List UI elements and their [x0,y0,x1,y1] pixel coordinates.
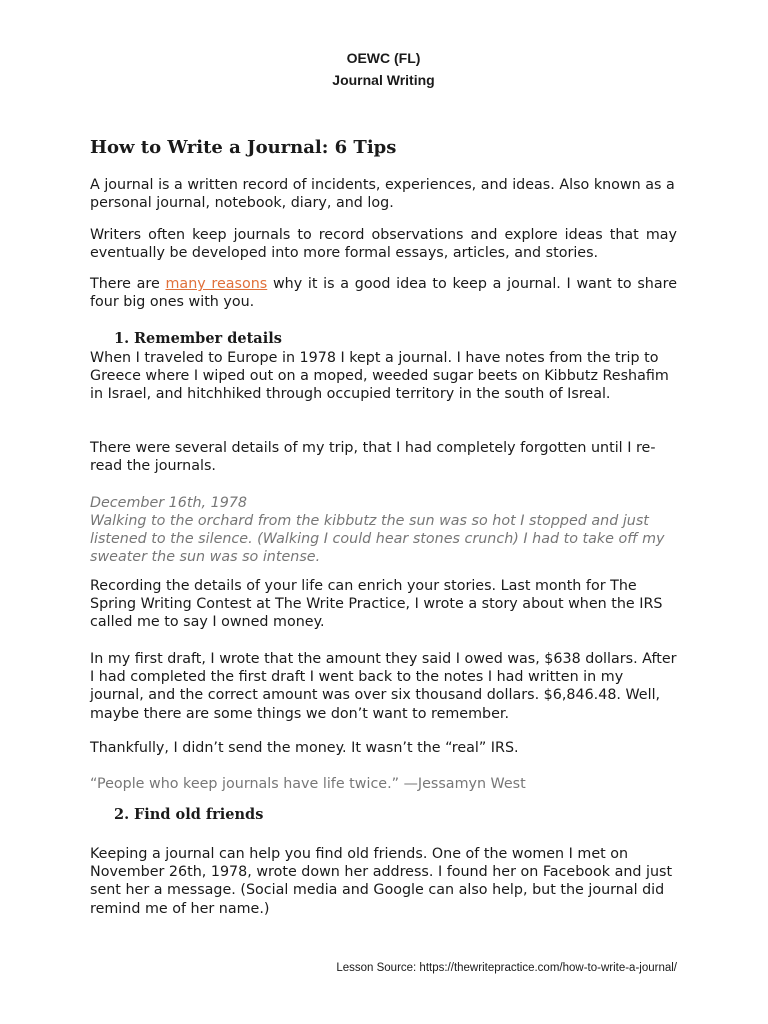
section-2-number: 2. [114,806,130,823]
section-1-paragraph-4: In my first draft, I wrote that the amount they said I owed was, $638 dollars. After I had completed the first draft I went back to the notes I had written in my journal, and the correct amount was over six thousand dollars. $6,846.48. Well, maybe there are some things we don’t want to remember. [90,651,677,722]
section-1-paragraph-3: Recording the details of your life can enrich your stories. Last month for The Spring Writing Contest at The Write Practice, I wrote a story about when the IRS called me to say I owned money. [90,578,663,631]
header-course: OEWC (FL) [346,50,421,66]
header-topic: Journal Writing [332,72,435,88]
journal-entry-date: December 16th, 1978 [90,495,248,511]
section-2-heading [114,806,263,824]
section-1-number: 1. [114,330,130,347]
journal-entry-text: Walking to the orchard from the kibbutz the sun was so hot I stopped and just listened to the silence. (Walking I could hear stones crunch) I had to take off my sweater the sun was so intense. [90,513,665,566]
intro-paragraph-2: Writers often keep journals to record observations and explore ideas that may eventually be developed into more formal essays, articles, and stories. [90,227,677,262]
section-2-paragraph-1: Keeping a journal can help you find old friends. One of the women I met on November 26th, 1978, wrote down her address. I found her on Facebook and just sent her a message. (Social media and Google can also help, but the journal did remind me of her name.) [90,846,673,917]
journal-quote: “People who keep journals have life twice.” —Jessamyn West [90,776,526,792]
section-1-paragraph-1: When I traveled to Europe in 1978 I kept a journal. I have notes from the trip to Greece where I wiped out on a moped, weeded sugar beets on Kibbutz Reshafim in Israel, and hitchhiked through occupied territory in the south of Isreal. [90,350,669,403]
intro-paragraph-1: A journal is a written record of incidents, experiences, and ideas. Also known as a personal journal, notebook, diary, and log. [90,177,675,212]
intro-text-after-link: why it is a good idea to keep a journal. I want to share four big ones with you. [90,276,677,311]
lesson-source-footer: Lesson Source: https://thewritepractice.com/how-to-write-a-journal/ [336,962,677,974]
section-1-paragraph-5: Thankfully, I didn’t send the money. It wasn’t the “real” IRS. [90,740,519,756]
section-1-paragraph-2: There were several details of my trip, that I had completely forgotten until I re-read the journals. [90,440,656,475]
intro-paragraph-3 [90,275,677,311]
many-reasons-link[interactable]: many reasons [165,276,268,292]
section-2-title: Find old friends [134,806,264,823]
intro-text-before-link: There are [90,276,166,292]
section-1-heading [114,330,282,348]
article-title: How to Write a Journal: 6 Tips [90,137,397,158]
section-1-title: Remember details [134,330,282,347]
